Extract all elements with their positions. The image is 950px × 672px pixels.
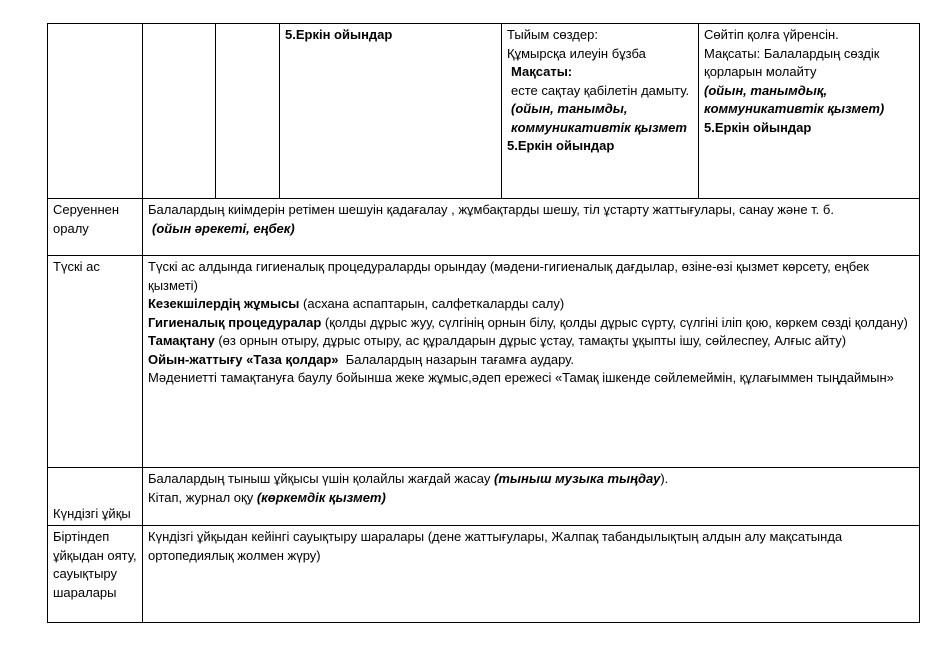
etiquette-rule: Мәдениетті тамақтануға баулу бойынша жеке жұмыс,әдеп ережесі «Тамақ ішкенде сөйлемеймін, құлағыммен тыңдаймын»	[148, 370, 894, 385]
table-row-lunch	[48, 256, 920, 468]
row1-col1-cell	[48, 24, 143, 199]
return-content	[143, 199, 920, 256]
aim-vocabulary: Мақсаты: Балалардың сөздік қорларын молайту	[704, 45, 880, 79]
free-games-label: 5.Еркін ойындар	[507, 138, 615, 153]
row-label-return: Серуеннен оралу	[48, 199, 143, 256]
row1-col2-cell	[143, 24, 216, 199]
lunch-hygiene-intro: Түскі ас алдында гигиеналық процедураларды орындау (мәдени-гигиеналық дағдылар, өзіне-өзі қызмет көрсету, еңбек қызметі)	[148, 259, 869, 293]
free-games-label: 5.Еркін ойындар	[704, 119, 812, 135]
free-games-heading: 5.Еркін ойындар	[285, 27, 393, 42]
return-text: Балалардың киімдерін ретімен шешуін қадағалау , жұмбақтарды шешу, тіл ұстарту жаттығулары, санау және т. б.	[148, 202, 834, 217]
taboo-words-title: Тыйым сөздер:	[507, 27, 598, 42]
row1-col6-cell	[699, 24, 920, 199]
tame-line: Сөйтіп қолға үйренсін.	[704, 27, 839, 42]
row1-col3-cell	[216, 24, 280, 199]
activity-type: (ойын, танымды, коммуникативтік қызмет	[511, 101, 687, 135]
lunch-content	[143, 256, 920, 468]
row1-col4-cell	[280, 24, 502, 199]
taboo-words-line: Құмырсқа илеуін бұзба	[507, 45, 646, 61]
clean-hands-game: Ойын-жаттығу «Таза қолдар» Балалардың назарын тағамға аудару.	[148, 351, 574, 367]
schedule-table	[47, 23, 920, 623]
hygiene-procedures: Гигиеналық процедуралар (қолды дұрыс жуу, сүлгінің орнын білу, қолды дұрыс сүрту, сүлгіні іліп қою, көркем сөзді қолдану)	[148, 314, 908, 330]
wake-up-content: Күндізгі ұйқыдан кейінгі сауықтыру шаралары (дене жаттығулары, Жалпақ табандылықтың алдын алу мақсатында ортопедиялық жолмен жүру)	[143, 526, 920, 623]
table-row-return-from-walk	[48, 199, 920, 256]
activity-type: (ойын, танымдық, коммуникативтік қызмет)	[704, 82, 885, 116]
duty-work: Кезекшілердің жұмысы (асхана аспаптарын, салфеткаларды салу)	[148, 296, 565, 311]
meal-rules: Тамақтану (өз орнын отыру, дұрыс отыру, ас құралдарын дұрыс ұстау, тамақты ұқыпты ішу, сөйлеспеу, Алғыс айту)	[148, 333, 847, 348]
row-label-nap: Күндізгі ұйқы	[48, 468, 143, 526]
return-activity: (ойын әрекеті, еңбек)	[152, 220, 295, 236]
row1-col5-cell	[502, 24, 699, 199]
nap-content	[143, 468, 920, 526]
table-row-wake-up	[48, 526, 920, 623]
table-row-free-games	[48, 24, 920, 199]
row-label-lunch: Түскі ас	[48, 256, 143, 468]
nap-conditions: Балалардың тыныш ұйқысы үшін қолайлы жағдай жасау (тыныш музыка тыңдау).	[148, 471, 669, 486]
aim-text: есте сақтау қабілетін дамыту.	[511, 82, 690, 98]
table-row-nap	[48, 468, 920, 526]
aim-label: Мақсаты:	[511, 64, 573, 79]
row-label-wake-up: Біртіндеп ұйқыдан ояту, сауықтыру шаралары	[48, 526, 143, 623]
reading-books: Кітап, журнал оқу (көркемдік қызмет)	[148, 489, 386, 505]
